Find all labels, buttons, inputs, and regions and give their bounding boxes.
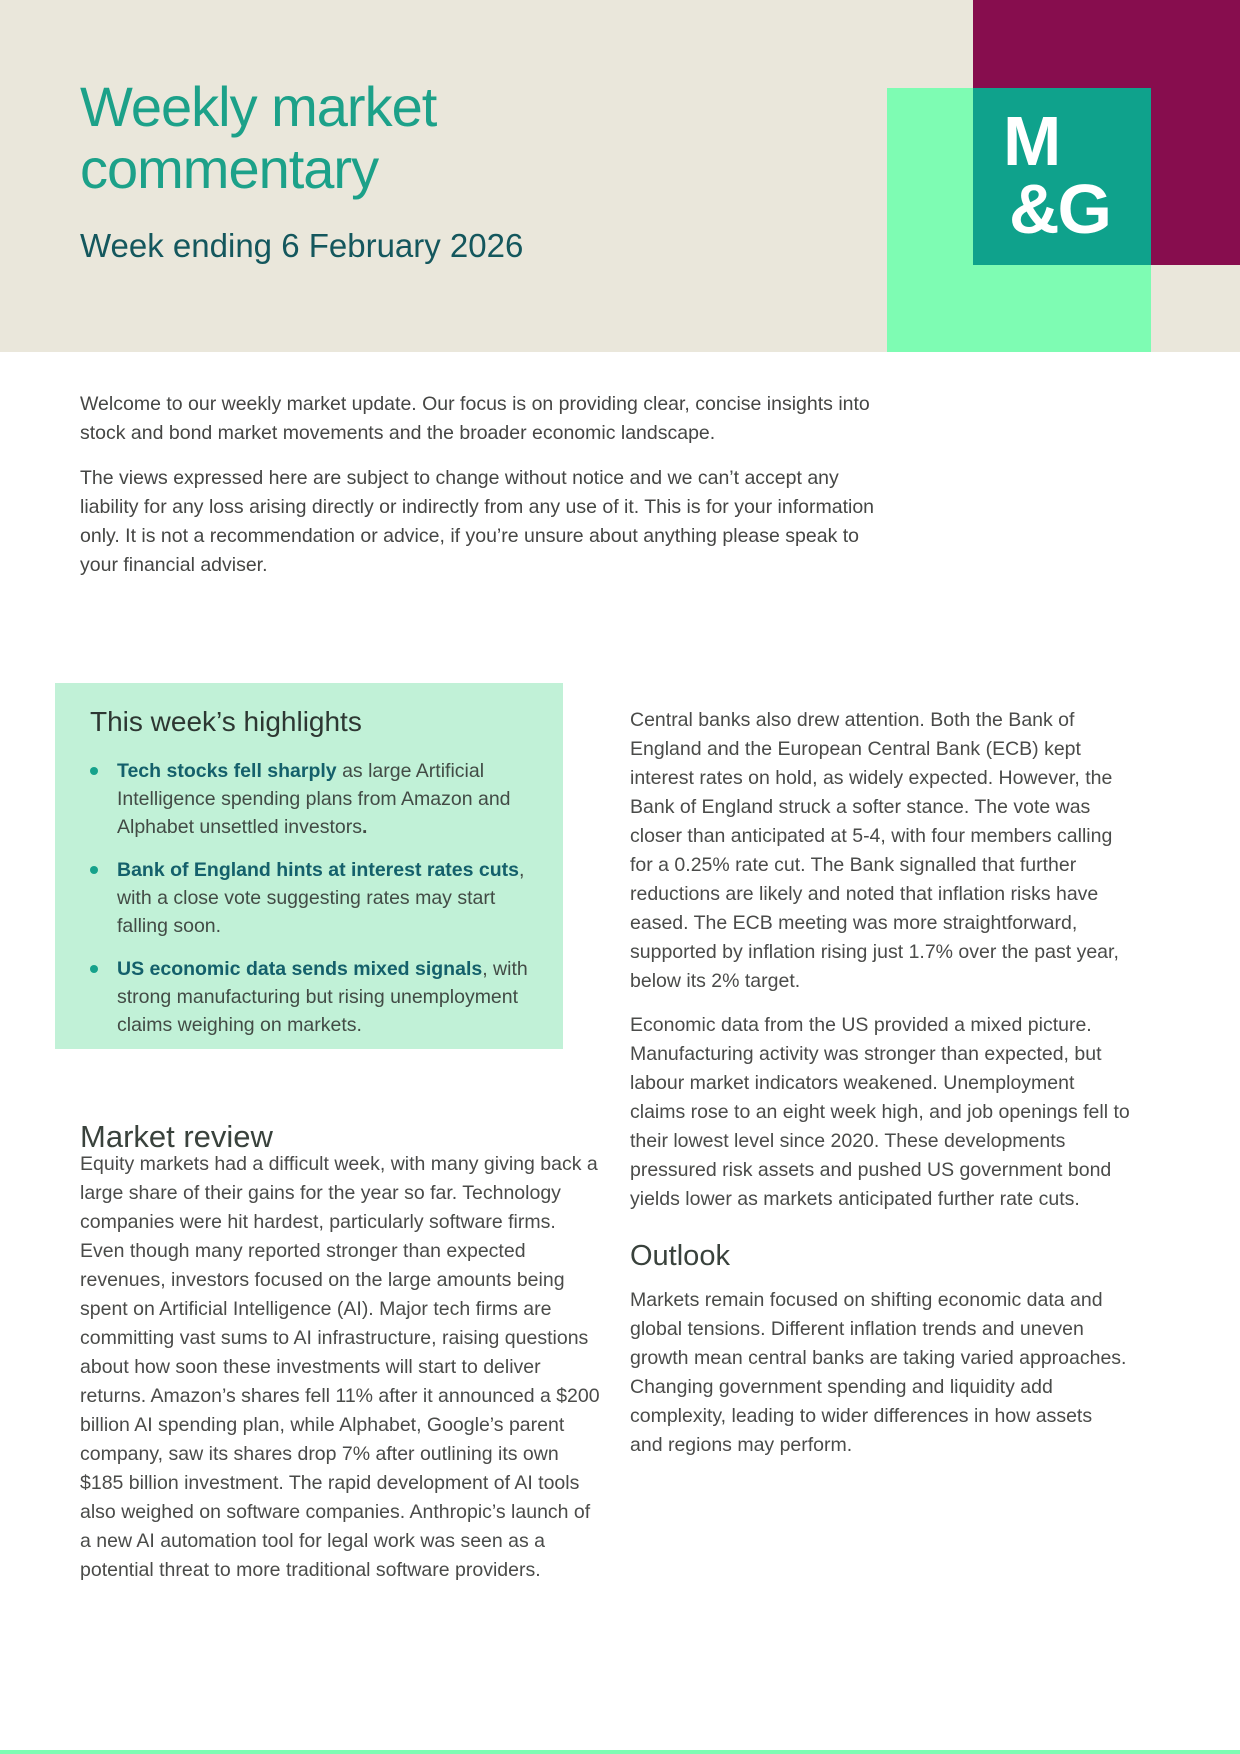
right-column xyxy=(630,706,1130,1460)
bullet-icon xyxy=(90,767,98,775)
highlight-rest: as large Artificial Intelligence spending plans from Amazon and Alphabet unsettled investors xyxy=(117,760,511,838)
bullet-icon xyxy=(90,965,98,973)
intro-paragraph-2: The views expressed here are subject to change without notice and we can’t accept any liability for any loss arising directly or indirectly from any use of it. This is for your information only. It is not a recommendation or advice, if you’re unsure about anything please speak to your financial adviser. xyxy=(80,467,875,576)
highlight-text xyxy=(117,757,529,841)
highlight-item xyxy=(90,757,529,841)
intro-section xyxy=(80,390,880,580)
outlook-heading: Outlook xyxy=(630,1240,730,1272)
highlight-rest: , with strong manufacturing but rising unemployment claims weighing on markets. xyxy=(117,958,528,1036)
highlight-lead: Bank of England hints at interest rates cuts xyxy=(117,859,519,881)
logo-letter-m: M xyxy=(1003,102,1060,180)
header-band xyxy=(0,0,1240,352)
highlight-lead: US economic data sends mixed signals xyxy=(117,958,483,980)
title-line-1: Weekly market xyxy=(80,75,437,138)
market-review-heading: Market review xyxy=(80,1118,273,1154)
page-subtitle: Week ending 6 February 2026 xyxy=(80,227,524,264)
market-review-body: Equity markets had a difficult week, with many giving back a large share of their gains for the year so far. Technology companies were hit hardest, particularly software firms. Even though many reported stronger than expected revenues, investors focused on the large amounts being spent on Artificial Intelligence (AI). Major tech firms are committing vast sums to AI infrastructure, raising questions about how soon these investments will start to deliver returns. Amazon’s shares fell 11% after it announced a $200 billion AI spending plan, while Alphabet, Google’s parent company, saw its shares drop 7% after outlining its own $185 billion investment. The rapid development of AI tools also weighed on software companies. Anthropic’s launch of a new AI automation tool for legal work was seen as a potential threat to more traditional software providers. xyxy=(80,1153,600,1581)
outlook-paragraph: Markets remain focused on shifting economic data and global tensions. Different inflation trends and uneven growth mean central banks are taking varied approaches. Changing government spending and liquidity add complexity, leading to wider differences in how assets and regions may perform. xyxy=(630,1289,1127,1456)
bullet-icon xyxy=(90,866,98,874)
highlight-text xyxy=(117,856,529,940)
highlight-text xyxy=(117,955,529,1039)
highlights-title: This week’s highlights xyxy=(90,706,362,737)
footer-accent-strip xyxy=(0,1750,1240,1754)
logo-letters-and-g: &G xyxy=(1009,170,1110,248)
highlight-item xyxy=(90,955,529,1039)
highlight-tail: . xyxy=(362,816,368,838)
title-line-2: commentary xyxy=(80,137,379,200)
economic-data-paragraph: Economic data from the US provided a mixed picture. Manufacturing activity was stronger than expected, but labour market indicators weakened. Unemployment claims rose to an eight week high, and job openings fell to their lowest level since 2020. These developments pressured risk assets and pushed US government bond yields lower as markets anticipated further rate cuts. xyxy=(630,1014,1130,1210)
central-banks-paragraph: Central banks also drew attention. Both the Bank of England and the European Central Bank (ECB) kept interest rates on hold, as widely expected. However, the Bank of England struck a softer stance. The vote was closer than anticipated at 5-4, with four members calling for a 0.25% rate cut. The Bank signalled that further reductions are likely and noted that inflation risks have eased. The ECB meeting was more straightforward, supported by inflation rising just 1.7% over the past year, below its 2% target. xyxy=(630,709,1119,992)
highlights-box xyxy=(55,683,563,1049)
highlight-rest: , with a close vote suggesting rates may start falling soon. xyxy=(117,859,525,937)
intro-paragraph-1: Welcome to our weekly market update. Our focus is on providing clear, concise insights into stock and bond market movements and the broader economic landscape. xyxy=(80,393,870,444)
page-title xyxy=(80,76,780,200)
highlight-lead: Tech stocks fell sharply xyxy=(117,760,337,782)
highlights-list xyxy=(90,757,529,1039)
mg-logo xyxy=(973,88,1151,265)
highlight-item xyxy=(90,856,529,940)
